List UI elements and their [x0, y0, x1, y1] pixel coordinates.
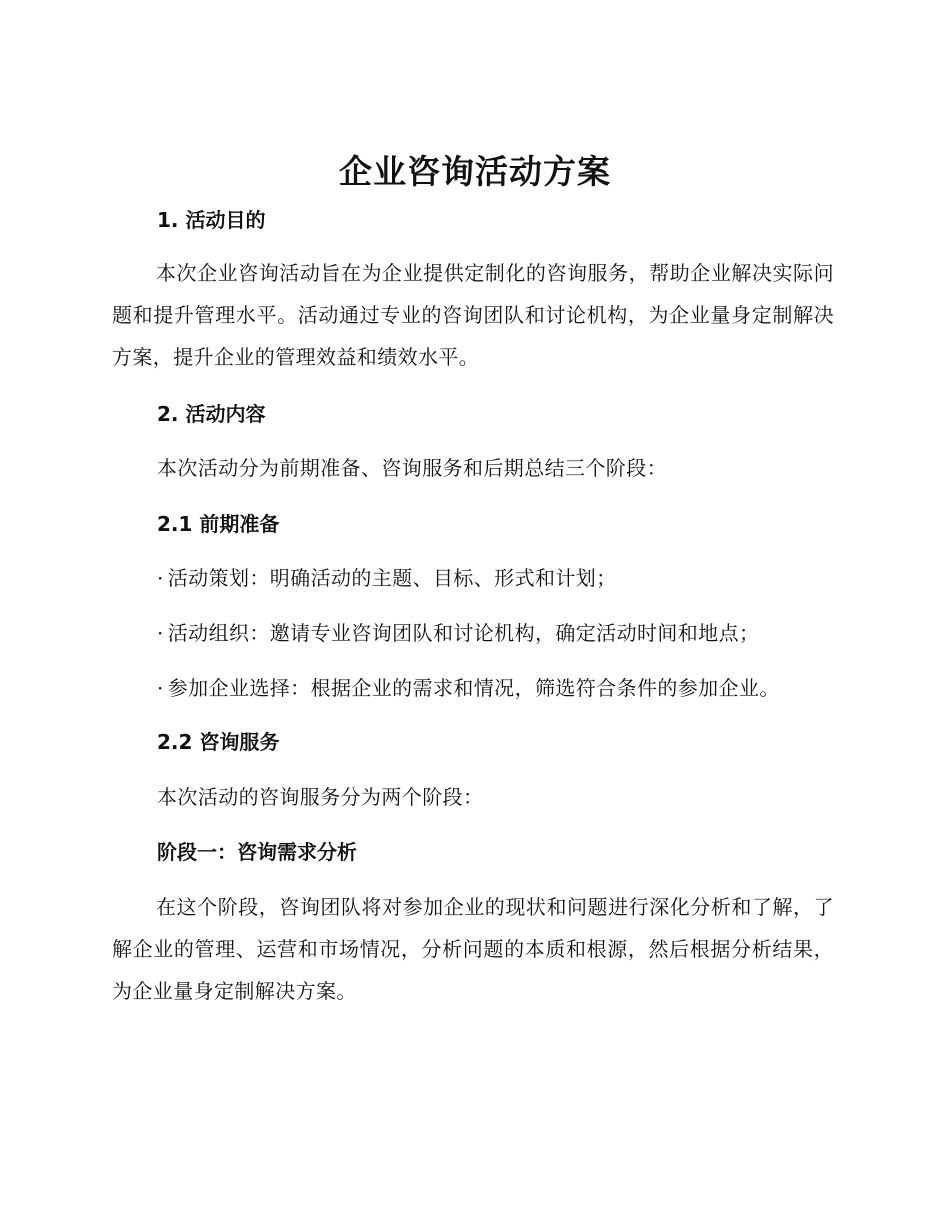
list-item — [157, 618, 759, 648]
paragraph-purpose: 本次企业咨询活动旨在为企业提供定制化的咨询服务，帮助企业解决实际问题和提升管理水平。活动通过专业的咨询团队和讨论机构，为企业量身定制解决方案，提升企业的管理效益和绩效水平。 — [112, 261, 834, 369]
paragraph-content-intro: 本次活动分为前期准备、咨询服务和后期总结三个阶段： — [157, 456, 667, 480]
document-title: 企业咨询活动方案 — [339, 152, 611, 191]
list-item — [157, 563, 617, 593]
bullet-icon: · — [157, 676, 164, 700]
subsection-heading-preparation: 2.1 前期准备 — [157, 512, 280, 536]
section-heading-content: 2. 活动内容 — [157, 402, 266, 426]
paragraph-needs-analysis: 在这个阶段，咨询团队将对参加企业的现状和问题进行深化分析和了解，了解企业的管理、运营和市场情况，分析问题的本质和根源，然后根据分析结果，为企业量身定制解决方案。 — [112, 895, 834, 1003]
paragraph-consulting-intro: 本次活动的咨询服务分为两个阶段： — [157, 785, 484, 809]
list-item-text: 活动组织：邀请专业咨询团队和讨论机构，确定活动时间和地点； — [167, 621, 760, 645]
bullet-icon: · — [157, 621, 164, 645]
bullet-icon: · — [157, 566, 164, 590]
list-item-text: 参加企业选择：根据企业的需求和情况，筛选符合条件的参加企业。 — [167, 676, 780, 700]
subsection-heading-consulting: 2.2 咨询服务 — [157, 730, 280, 754]
list-item — [157, 673, 780, 703]
list-item-text: 活动策划：明确活动的主题、目标、形式和计划； — [167, 566, 617, 590]
section-heading-purpose: 1. 活动目的 — [157, 208, 266, 232]
phase-heading-needs-analysis: 阶段一：咨询需求分析 — [157, 840, 357, 864]
